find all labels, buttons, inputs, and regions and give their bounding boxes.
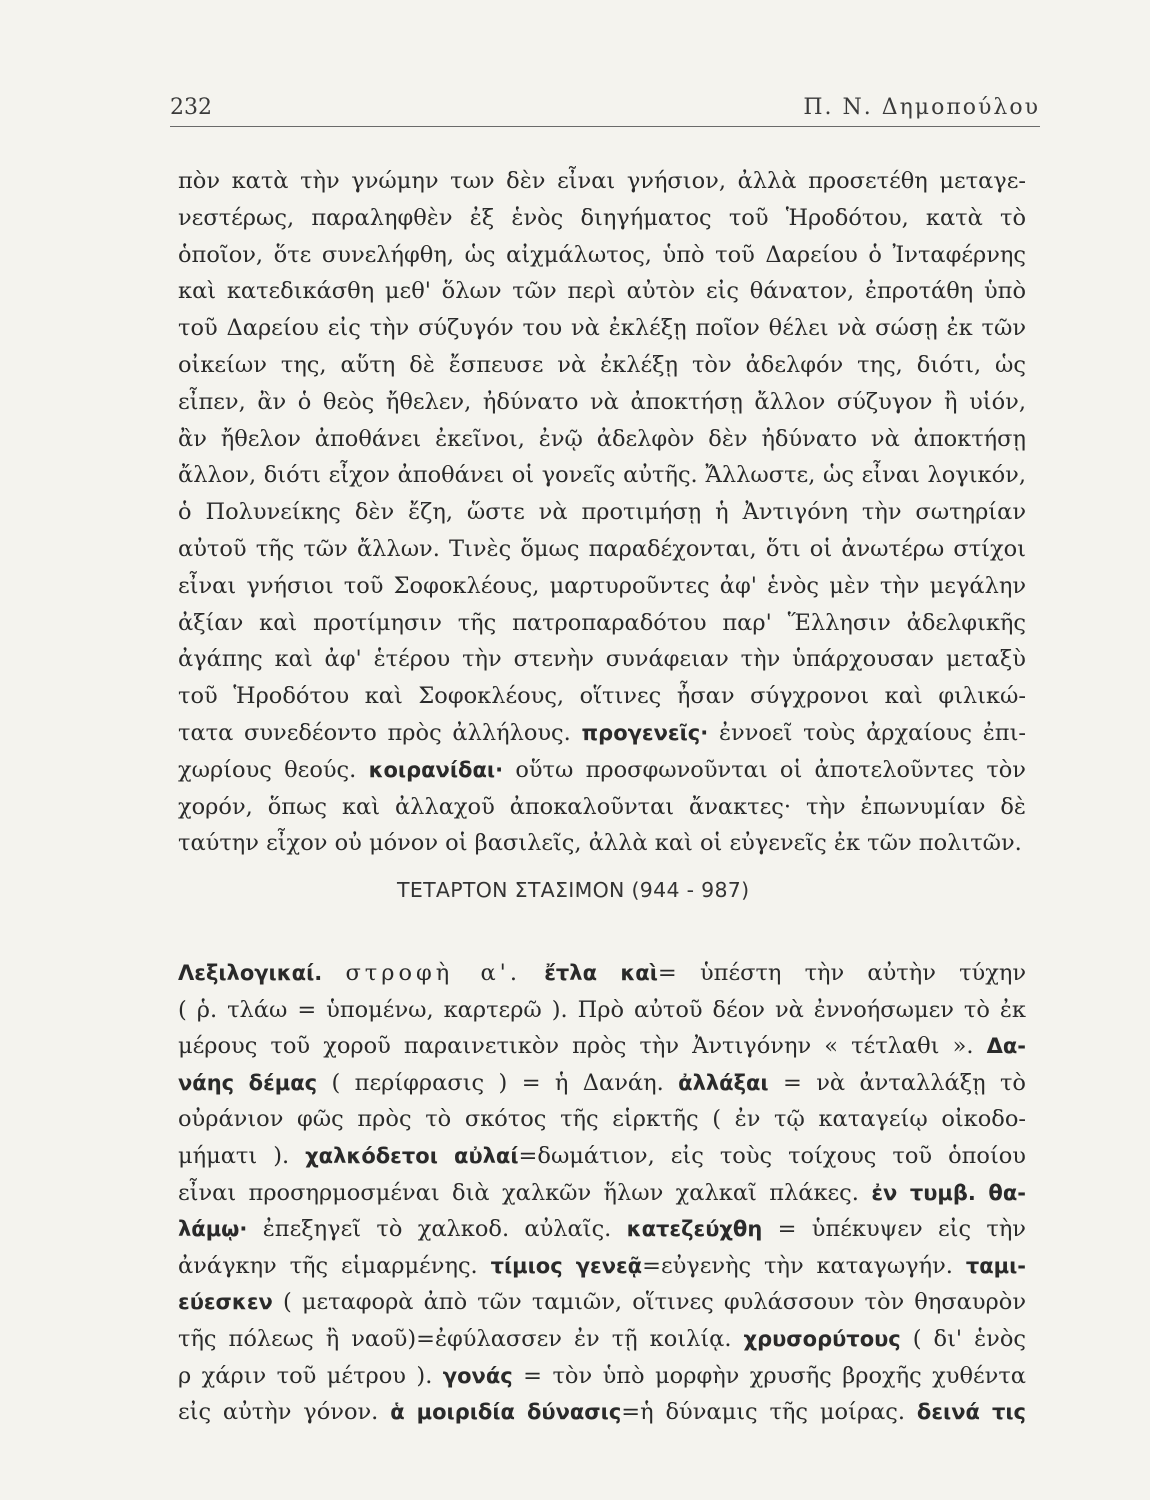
text-line: χορόν, ὅπως καὶ ἀλλαχοῦ ἀποκαλοῦνται ἄνακτες· τὴν ἐπωνυμίαν δὲ [178,793,1026,820]
gloss-gonas: = τὸν ὑπὸ μορφὴν χρυσῆς βροχῆς χυθέντα [523,1362,1026,1389]
header-rule [170,126,1040,127]
note-line [178,1138,1026,1175]
note-segment: εἶναι προσηρμοσμέναι διὰ χαλκῶν ἥλων χαλκαῖ πλάκες. [178,1179,859,1206]
note-line: ( ῥ. τλάω = ὑπομένω, καρτερῶ ). Πρὸ αὐτοῦ δέον νὰ ἐννοήσωμεν τὸ ἐκ [178,996,1026,1023]
term-koiranidai: κοιρανίδαι· [368,757,504,782]
body-text [178,163,1026,862]
term-danaes: Δα- [986,1034,1026,1059]
gloss-chalkodetoi: =δωμάτιον, εἰς τοὺς τοίχους τοῦ ὁποίου [518,1142,1026,1169]
note-line [178,1248,1026,1285]
note-line: οὐράνιον φῶς πρὸς τὸ σκότος τῆς εἱρκτῆς ( ἐν τῷ καταγείῳ οἰκοδο- [178,1106,1026,1133]
gloss-allaxai: = νὰ ἀνταλλάξῃ τὸ [782,1069,1026,1096]
lexilogikai-heading: Λεξιλογικαί. [178,961,323,985]
text-line: ἄλλον, διότι εἶχον ἀποθάνει οἱ γονεῖς αὐτῆς. Ἄλλωστε, ὡς εἶναι λογικόν, [178,462,1026,489]
term-gonas: γονάς [442,1363,513,1388]
text-line: νεστέρως, παραληφθὲν ἐξ ἑνὸς διηγήματος τοῦ Ἡροδότου, κατὰ τὸ [178,204,1026,231]
note-segment: ἀνάγκην τῆς εἱμαρμένης. [178,1252,478,1279]
term-timios-genea: τίμιος γενεᾷ [490,1253,643,1278]
gloss-etla: = ὑπέστη τὴν αὐτὴν τύχην [657,960,1026,986]
gloss-chrysorytous: ( δι' ἑνὸς [912,1325,1027,1352]
text-line: πὸν κατὰ τὴν γνώμην των δὲν εἶναι γνήσιον, ἀλλὰ προσετέθη μεταγε- [178,168,1026,194]
note-line [178,1065,1026,1102]
note-line [178,1394,1026,1431]
note-line [178,1358,1026,1395]
gloss-koiranidai: οὕτω προσφωνοῦνται οἱ ἀποτελοῦντες τὸν [515,756,1026,783]
term-chalkodetoi: χαλκόδετοι αὐλαί [305,1143,519,1168]
text-line: εἶπεν, ἂν ὁ θεὸς ἤθελεν, ἠδύνατο νὰ ἀποκτήσῃ ἄλλον σύζυγον ἢ υἱόν, [178,388,1026,415]
note-segment: μέρους τοῦ χοροῦ παραινετικὸν πρὸς τὴν Ἀντιγόνην « τέτλαθι ». [178,1033,974,1060]
term-allaxai: ἀλλάξαι [678,1070,769,1095]
section-title: ΤΕΤΑΡΤΟΝ ΣΤΑΣΙΜΟΝ (944 - 987) [397,878,750,902]
term-deina-tis: δεινά τις [916,1400,1026,1425]
text-segment: χωρίους θεούς. [178,756,357,783]
note-segment: ρ χάριν τοῦ μέτρου ). [178,1362,433,1389]
gloss-tamieueskon: ( μεταφορὰ ἀπὸ τῶν ταμιῶν, οἵτινες φυλάσσουν τὸν θησαυρὸν [282,1289,1026,1316]
text-line: ἀγάπης καὶ ἀφ' ἑτέρου τὴν στενὴν συνάφειαν τὴν ὑπάρχουσαν μεταξὺ [178,646,1026,673]
term-progeneis: προγενεῖς· [581,720,709,745]
note-segment: μήματι ). [178,1142,290,1169]
term-tamieueskon-start: ταμι- [965,1253,1027,1278]
gloss-timios: =εὐγενὴς τὴν καταγωγήν. [642,1252,953,1279]
term-danaes-demas: νάης δέμας [178,1070,318,1095]
text-line [178,752,1026,789]
note-line [178,1321,1026,1358]
text-line: οἰκείων της, αὕτη δὲ ἔσπευσε νὰ ἐκλέξῃ τὸν ἀδελφόν της, διότι, ὡς [178,351,1026,378]
term-en-tymb: ἐν τυμβ. θα- [871,1180,1026,1205]
note-line [178,1028,1026,1065]
text-line: ὁ Πολυνείκης δὲν ἔζη, ὥστε νὰ προτιμήσῃ ἡ Ἀντιγόνη τὴν σωτηρίαν [178,499,1026,526]
text-line: τοῦ Ἡροδότου καὶ Σοφοκλέους, οἵτινες ἦσαν σύγχρονοι καὶ φιλικώ- [178,683,1026,710]
text-line: καὶ κατεδικάσθη μεθ' ὅλων τῶν περὶ αὐτὸν εἰς θάνατον, ἐπροτάθη ὑπὸ [178,278,1026,305]
term-lamo: λάμῳ· [178,1217,248,1242]
gloss-katezeuchthe: = ὑπέκυψεν εἰς τὴν [777,1216,1026,1243]
strophe-label: στροφὴ α'. [345,960,522,986]
text-line [178,715,1026,752]
text-segment: τατα συνεδέοντο πρὸς ἀλλήλους. [178,719,571,746]
note-line [178,1284,1026,1321]
text-line: ἂν ἤθελον ἀποθάνει ἐκεῖνοι, ἐνῷ ἀδελφὸν δὲν ἠδύνατο νὰ ἀποκτήσῃ [178,425,1026,452]
term-katezeuchthe: κατεζεύχθη [626,1217,763,1242]
note-line [178,955,1026,992]
text-line: ὁποῖον, ὅτε συνελήφθη, ὡς αἰχμάλωτος, ὑπὸ τοῦ Δαρείου ὁ Ἰνταφέρνης [178,241,1026,268]
term-tamieueskon-end: εύεσκεν [178,1290,273,1315]
gloss-lamo: ἐπεξηγεῖ τὸ χαλκοδ. αὐλαῖς. [262,1216,612,1243]
gloss-danaes: ( περίφρασις ) = ἡ Δανάη. [331,1069,664,1096]
term-moiridia: ἁ μοιριδία δύνασις [390,1400,622,1425]
page-number: 232 [170,95,212,120]
note-segment: εἰς αὐτὴν γόνον. [178,1399,379,1426]
text-line: εἶναι γνήσιοι τοῦ Σοφοκλέους, μαρτυροῦντες ἀφ' ἑνὸς μὲν τὴν μεγάλην [178,572,1026,599]
running-head: Π. Ν. Δημοπούλου [803,95,1040,120]
gloss-moiridia: =ἡ δύναμις τῆς μοίρας. [621,1399,906,1426]
text-line: τοῦ Δαρείου εἰς τὴν σύζυγόν του νὰ ἐκλέξῃ ποῖον θέλει νὰ σώσῃ ἐκ τῶν [178,315,1026,342]
gloss-progeneis: ἐννοεῖ τοὺς ἀρχαίους ἐπι- [718,719,1026,746]
lexical-notes [178,955,1026,1431]
text-line: ταύτην εἶχον οὐ μόνον οἱ βασιλεῖς, ἀλλὰ καὶ οἱ εὐγενεῖς ἐκ τῶν πολιτῶν. [178,830,1022,857]
term-etla-kai: ἔτλα καὶ [544,961,658,985]
note-line [178,1211,1026,1248]
text-line: αὐτοῦ τῆς τῶν ἄλλων. Τινὲς ὅμως παραδέχονται, ὅτι οἱ ἀνωτέρω στίχοι [178,535,1026,562]
term-chrysorytous: χρυσορύτους [743,1326,901,1351]
text-line: ἀξίαν καὶ προτίμησιν τῆς πατροπαραδότου παρ' Ἕλλησιν ἀδελφικῆς [178,609,1026,636]
note-segment: τῆς πόλεως ἢ ναοῦ)=ἐφύλασσεν ἐν τῇ κοιλίᾳ. [178,1325,732,1352]
note-line [178,1175,1026,1212]
